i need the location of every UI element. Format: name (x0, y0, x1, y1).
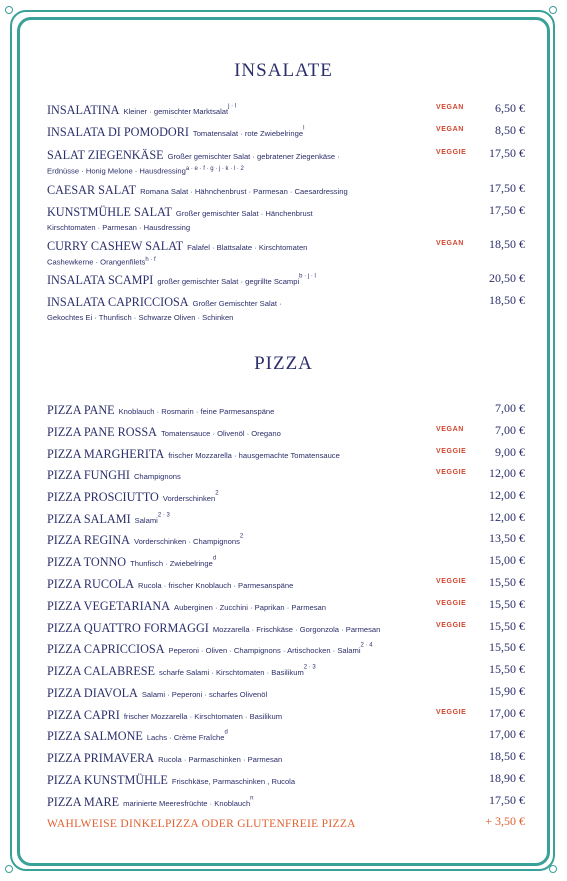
item-name: KUNSTMÜHLE SALAT (47, 205, 172, 219)
item-name: INSALATA SCAMPI (47, 273, 154, 287)
menu-item (47, 445, 525, 465)
corner-ornament-icon (549, 865, 557, 873)
diet-badge: VEGGIE (436, 149, 467, 156)
item-description: frischer Mozzarella · hausgemachte Tomatensauce (168, 451, 340, 460)
extra-option-row (47, 814, 525, 834)
extra-option-price: + 3,50 € (485, 814, 525, 828)
item-name: PIZZA KUNSTMÜHLE (47, 773, 168, 787)
menu-item (47, 401, 525, 421)
item-name: PIZZA MARE (47, 795, 120, 809)
menu-item (47, 662, 525, 682)
menu-item (47, 727, 525, 747)
item-name: PIZZA CAPRICCIOSA (47, 642, 165, 656)
allergen-codes: l (303, 125, 305, 132)
item-description: Großer Gemischter Salat · (192, 299, 282, 308)
menu-item (47, 575, 525, 595)
item-description: Tomatensauce · Olivenöl · Oregano (160, 429, 281, 438)
allergen-codes: a · e · f · g · j · k · l · 2 (185, 166, 244, 172)
item-price: 18,50 € (489, 237, 525, 251)
item-description: Salami (134, 516, 158, 525)
extra-option-label: WAHLWEISE DINKELPIZZA ODER GLUTENFREIE PIZZA (47, 818, 356, 830)
item-name: INSALATINA (47, 103, 120, 117)
item-description: Champignons (133, 472, 181, 481)
menu-item (47, 706, 525, 726)
item-price: 15,50 € (489, 619, 525, 633)
item-price: 13,50 € (489, 531, 525, 545)
menu-item (47, 531, 525, 551)
item-description: Vorderschinken · Champignons (133, 537, 240, 546)
diet-badge: VEGAN (436, 104, 464, 111)
menu-item (47, 749, 525, 769)
item-description: Rucola · frischer Knoblauch · Parmesanspäne (138, 581, 294, 590)
menu-item (47, 597, 525, 617)
item-price: 12,00 € (489, 466, 525, 480)
item-price: 17,50 € (489, 203, 525, 217)
corner-ornament-icon (549, 6, 557, 14)
diet-badge: VEGGIE (436, 469, 467, 476)
item-price: 6,50 € (495, 101, 525, 115)
item-name: CAESAR SALAT (47, 183, 137, 197)
diet-badge: VEGAN (436, 240, 464, 247)
allergen-codes: j · l (228, 103, 237, 110)
item-name: SALAT ZIEGENKÄSE (47, 148, 164, 162)
menu-item (47, 510, 525, 530)
item-name: PIZZA SALMONE (47, 729, 143, 743)
item-price: 17,00 € (489, 727, 525, 741)
menu-item (47, 181, 525, 201)
item-description: Auberginen · Zucchini · Paprikan · Parmesan (174, 603, 326, 612)
item-price: 15,50 € (489, 597, 525, 611)
diet-badge: VEGGIE (436, 578, 467, 585)
menu-item (47, 203, 525, 232)
item-name: PIZZA CAPRI (47, 708, 120, 722)
menu-item (47, 293, 525, 322)
diet-badge: VEGGIE (436, 709, 467, 716)
allergen-codes: b · j · l (299, 273, 316, 280)
diet-badge: VEGGIE (436, 600, 467, 607)
item-name: INSALATA DI POMODORI (47, 125, 189, 139)
item-name: PIZZA QUATTRO FORMAGGI (47, 621, 209, 635)
item-price: 17,00 € (489, 706, 525, 720)
item-price: 15,50 € (489, 640, 525, 654)
item-price: 15,50 € (489, 575, 525, 589)
section-title-insalate: INSALATE (234, 60, 333, 81)
item-price: 15,50 € (489, 662, 525, 676)
allergen-codes: h · f (145, 257, 156, 263)
item-price: 12,00 € (489, 510, 525, 524)
allergen-codes: d (224, 729, 228, 736)
item-name: PIZZA FUNGHI (47, 468, 130, 482)
item-description: Rucola · Parmaschinken · Parmesan (158, 755, 283, 764)
item-name: PIZZA SALAMI (47, 512, 131, 526)
item-description-line2: Gekochtes Ei · Thunfisch · Schwarze Oliven · Schinken (47, 313, 234, 322)
menu-item (47, 684, 525, 704)
item-name: PIZZA RUCOLA (47, 577, 135, 591)
menu-item (47, 271, 525, 291)
menu-item (47, 101, 525, 121)
menu-item (47, 619, 525, 639)
item-name: PIZZA PRIMAVERA (47, 751, 155, 765)
item-price: 15,00 € (489, 553, 525, 567)
item-price: 17,50 € (489, 181, 525, 195)
item-name: PIZZA MARGHERITA (47, 447, 165, 461)
item-name: PIZZA CALABRESE (47, 664, 156, 678)
menu-item (47, 123, 525, 143)
item-price: 17,50 € (489, 146, 525, 160)
item-description: Lachs · Crème Fraîche (146, 733, 225, 742)
menu-item (47, 466, 525, 486)
item-name: PIZZA PANE ROSSA (47, 425, 157, 439)
diet-badge: VEGGIE (436, 622, 467, 629)
section-title-pizza: PIZZA (254, 353, 313, 374)
corner-ornament-icon (5, 865, 13, 873)
item-price: 18,50 € (489, 749, 525, 763)
menu-item (47, 793, 525, 813)
allergen-codes: d (212, 555, 217, 562)
item-description: frischer Mozzarella · Kirschtomaten · Basilikum (123, 712, 283, 721)
item-price: 7,00 € (495, 423, 525, 437)
item-name: INSALATA CAPRICCIOSA (47, 295, 189, 309)
item-description: Großer gemischter Salat · Hänchenbrust (175, 209, 313, 218)
item-description: Thunfisch · Zwiebelringe (130, 559, 213, 568)
allergen-codes: n (250, 795, 254, 802)
item-description: großer gemischter Salat · gegrillte Scampi (157, 277, 300, 286)
item-description: Peperoni · Oliven · Champignons · Artischocken · Salami (168, 646, 361, 655)
item-description: Mozzarella · Frischkäse · Gorgonzola · Parmesan (212, 625, 381, 634)
item-description-line2: Erdnüsse · Honig Melone · Hausdressing (47, 166, 186, 176)
item-price: 18,90 € (489, 771, 525, 785)
menu-item (47, 488, 525, 508)
item-name: PIZZA TONNO (47, 555, 127, 569)
allergen-codes: 2 (239, 533, 244, 540)
item-price: 17,50 € (489, 793, 525, 807)
item-description-line2: Kirschtomaten · Parmesan · Hausdressing (47, 223, 191, 232)
item-description-line2: Cashewkerne · Orangenfilets (47, 257, 146, 267)
item-description: marinierte Meeresfrüchte · Knoblauch (123, 799, 251, 808)
item-description: Knoblauch · Rosmarin · feine Parmesanspäne (118, 407, 275, 416)
diet-badge: VEGAN (436, 426, 464, 433)
diet-badge: VEGGIE (436, 448, 467, 455)
corner-ornament-icon (5, 6, 13, 14)
allergen-codes: 2 · 3 (303, 664, 316, 671)
item-price: 8,50 € (495, 123, 525, 137)
item-name: PIZZA DIAVOLA (47, 686, 138, 700)
item-description: Großer gemischter Salat · gebratener Ziegenkäse · (167, 152, 340, 161)
item-price: 7,00 € (495, 401, 525, 415)
item-description: Tomatensalat · rote Zwiebelringe (192, 129, 304, 138)
item-price: 12,00 € (489, 488, 525, 502)
allergen-codes: 2 · 3 (157, 512, 170, 519)
item-price: 15,90 € (489, 684, 525, 698)
menu-item (47, 640, 525, 660)
item-name: PIZZA PANE (47, 403, 115, 417)
allergen-codes: 2 (215, 490, 219, 497)
item-name: PIZZA REGINA (47, 533, 130, 547)
allergen-codes: 2 · 4 (360, 642, 373, 649)
item-description: Kleiner · gemischter Marktsalat (123, 107, 229, 116)
diet-badge: VEGAN (436, 126, 464, 133)
menu-item (47, 553, 525, 573)
item-description: Romana Salat · Hähnchenbrust · Parmesan · Caesardressing (140, 187, 348, 196)
item-description: Vorderschinken (162, 494, 216, 503)
menu-item (47, 423, 525, 443)
item-description: Salami · Peperoni · scharfes Olivenöl (141, 690, 268, 699)
menu-item (47, 771, 525, 791)
item-name: PIZZA VEGETARIANA (47, 599, 171, 613)
item-description: Frischkäse, Parmaschinken , Rucola (171, 777, 296, 786)
item-description: scharfe Salami · Kirschtomaten · Basilikum (159, 668, 304, 677)
item-description: Falafel · Blattsalate · Kirschtomaten (187, 243, 308, 252)
item-price: 9,00 € (495, 445, 525, 459)
item-name: PIZZA PROSCIUTTO (47, 490, 159, 504)
item-price: 20,50 € (489, 271, 525, 285)
item-name: CURRY CASHEW SALAT (47, 239, 184, 253)
item-price: 18,50 € (489, 293, 525, 307)
